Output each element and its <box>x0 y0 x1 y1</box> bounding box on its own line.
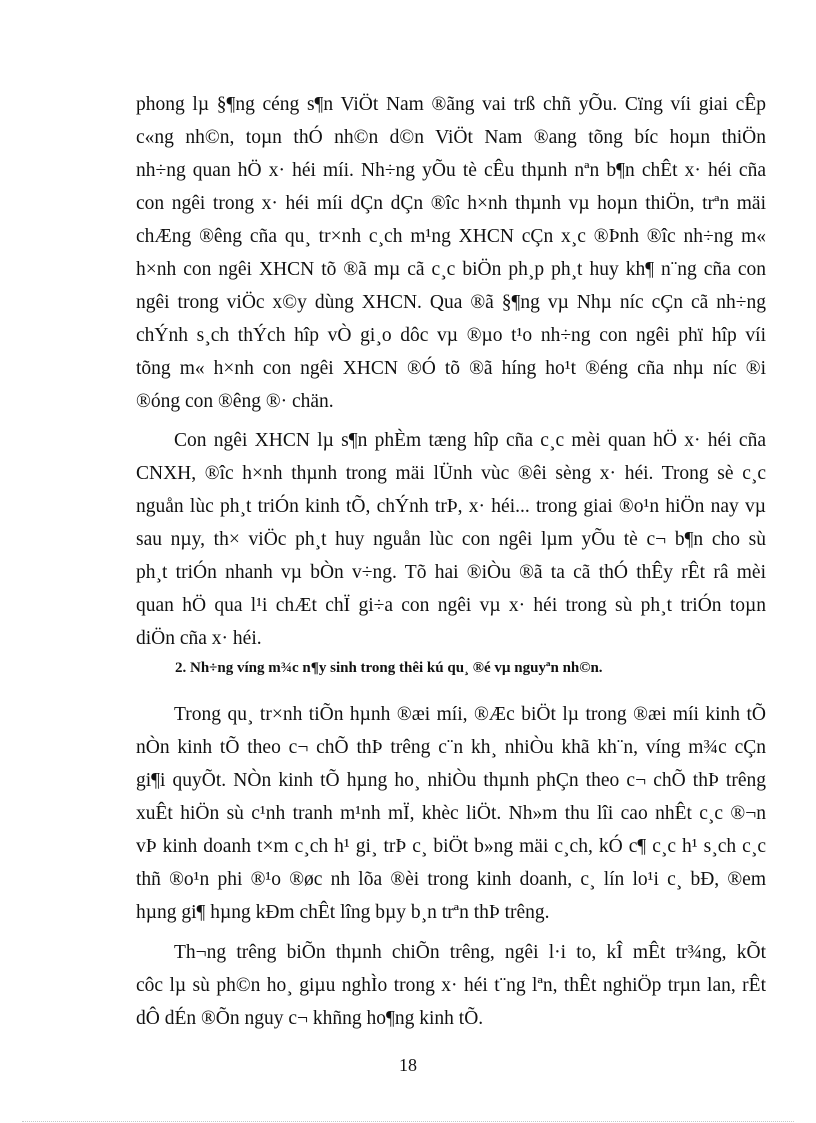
text-line: CNXH, ®îc h×nh thµnh trong mäi lÜnh vùc ®êi sèng x· héi. Trong sè c¸c <box>136 463 766 484</box>
text-line: chÆng ®êng cña qu¸ tr×nh c¸ch m¹ng XHCN cÇn x¸c ®Þnh ®îc nh÷ng m« <box>136 226 766 247</box>
text-line: gi¶i quyÕt. NÒn kinh tÕ hµng ho¸ nhiÒu thµnh phÇn theo c¬ chÕ thÞ trêng <box>136 770 766 791</box>
text-line: Con ngêi XHCN lµ s¶n phÈm tæng hîp cña c¸c mèi quan hÖ x· héi cña <box>174 430 766 451</box>
text-line: h×nh con ngêi XHCN tõ ®ã mµ cã c¸c biÖn ph¸p ph¸t huy kh¶ n¨ng cña con <box>136 259 766 280</box>
paragraph-3 <box>136 698 766 929</box>
text-line: Th¬ng trêng biÕn thµnh chiÕn trêng, ngêi l·i to, kÎ mÊt tr¾ng, kÕt <box>174 942 766 963</box>
paragraph-2 <box>136 424 766 655</box>
text-line: nh÷ng quan hÖ x· héi míi. Nh÷ng yÕu tè cÊu thµnh nªn b¶n chÊt x· héi cña <box>136 160 766 181</box>
text-line: tõng m« h×nh con ngêi XHCN ®Ó tõ ®ã híng ho¹t ®éng cña nhµ níc ®i <box>136 358 766 379</box>
text-line: diÖn cña x· héi. <box>136 628 262 649</box>
text-line: chÝnh s¸ch thÝch hîp vÒ gi¸o dôc vµ ®µo t¹o nh÷ng con ngêi phï hîp víi <box>136 325 766 346</box>
text-line: Trong qu¸ tr×nh tiÕn hµnh ®æi míi, ®Æc biÖt lµ trong ®æi míi kinh tÕ <box>174 704 766 725</box>
text-line: c«ng nh©n, toµn thÓ nh©n d©n ViÖt Nam ®ang tõng bíc hoµn thiÖn <box>136 127 766 148</box>
text-line: côc lµ sù ph©n ho¸ giµu nghÌo trong x· héi t¨ng lªn, thÊt nghiÖp trµn lan, rÊt <box>136 975 766 996</box>
text-line: ngêi trong viÖc x©y dùng XHCN. Qua ®ã §¶ng vµ Nhµ níc cÇn cã nh÷ng <box>136 292 766 313</box>
text-line: thñ ®o¹n phi ®¹o ®øc nh lõa ®èi trong kinh doanh, c¸ lín lo¹i c¸ bÐ, ®em <box>136 869 766 890</box>
text-line: vÞ kinh doanh t×m c¸ch h¹ gi¸ trÞ c¸ biÖt b»ng mäi c¸ch, kÓ c¶ c¸c h¹ s¸ch c¸c <box>136 836 766 857</box>
text-line: phong lµ §¶ng céng s¶n ViÖt Nam ®ãng vai trß chñ yÕu. Cïng víi giai cÊp <box>136 94 766 115</box>
text-line: con ngêi trong x· héi míi dÇn dÇn ®îc h×nh thµnh vµ hoµn thiÖn, trªn mäi <box>136 193 766 214</box>
text-line: nguån lùc ph¸t triÓn kinh tÕ, chÝnh trÞ, x· héi... trong giai ®o¹n hiÖn nay vµ <box>136 496 766 517</box>
text-line: ph¸t triÓn nhanh vµ bÒn v÷ng. Tõ hai ®iÒu ®ã ta cã thÓ thÊy rÊt râ mèi <box>136 562 766 583</box>
paragraph-1 <box>136 88 766 418</box>
text-line: ®óng con ®êng ®· chän. <box>136 391 334 412</box>
section-heading: 2. Nh÷ng víng m¾c n¶y sinh trong thêi kú qu¸ ®é vµ nguyªn nh©n. <box>175 660 603 676</box>
page-bottom-divider <box>22 1121 794 1122</box>
text-line: quan hÖ qua l¹i chÆt chÏ gi÷a con ngêi vµ x· héi trong sù ph¸t triÓn toµn <box>136 595 766 616</box>
text-line: hµng gi¶ hµng kÐm chÊt lîng bµy b¸n trªn thÞ trêng. <box>136 902 550 923</box>
text-line: nÒn kinh tÕ theo c¬ chÕ thÞ trêng c¨n kh¸ nhiÒu khã kh¨n, víng m¾c cÇn <box>136 737 766 758</box>
paragraph-4 <box>136 936 766 1035</box>
text-line: xuÊt hiÖn sù c¹nh tranh m¹nh mÏ, khèc liÖt. Nh»m thu lîi cao nhÊt c¸c ®¬n <box>136 803 766 824</box>
text-line: sau nµy, th× viÖc ph¸t huy nguån lùc con ngêi lµm yÕu tè c¬ b¶n cho sù <box>136 529 766 550</box>
text-line: dÔ dÉn ®Õn nguy c¬ khñng ho¶ng kinh tÕ. <box>136 1008 484 1029</box>
page-number: 18 <box>399 1055 417 1075</box>
